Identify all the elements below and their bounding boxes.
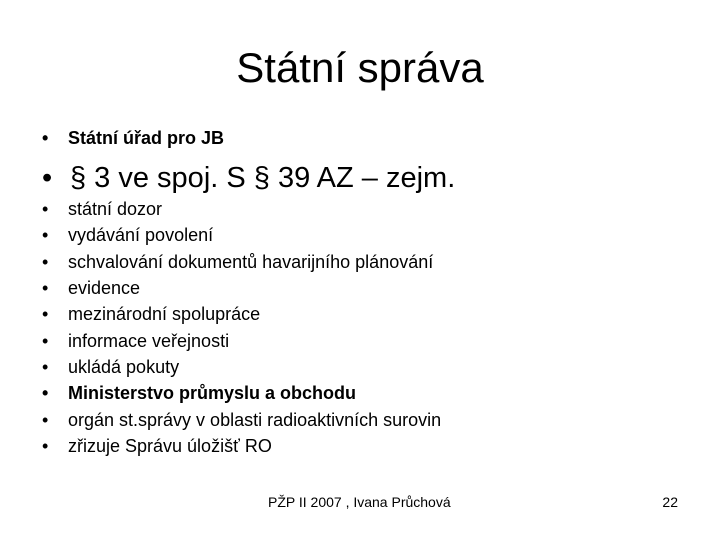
bullet-icon: •: [42, 436, 49, 456]
list-item-text: evidence: [68, 278, 141, 298]
bullet-icon: •: [42, 162, 53, 194]
bullet-icon: •: [42, 383, 49, 403]
slide-title: Státní správa: [236, 44, 484, 91]
page-number: 22: [662, 494, 678, 510]
list-item-text: Státní úřad pro JB: [68, 128, 225, 148]
bullet-icon: •: [42, 304, 49, 324]
footer-author: PŽP II 2007 , Ivana Průchová: [268, 494, 451, 510]
list-item-text: mezinárodní spolupráce: [68, 304, 261, 324]
list-item-text: zřizuje Správu úložišť RO: [68, 436, 272, 456]
bullet-icon: •: [42, 357, 49, 377]
list-item-text: státní dozor: [68, 199, 163, 219]
bullet-icon: •: [42, 410, 49, 430]
list-item-text: schvalování dokumentů havarijního plánování: [68, 252, 434, 272]
bullet-icon: •: [42, 252, 49, 272]
list-item-text: § 3 ve spoj. S § 39 AZ – zejm.: [70, 162, 456, 194]
bullet-icon: •: [42, 128, 49, 148]
list-item-text: orgán st.správy v oblasti radioaktivních surovin: [68, 410, 442, 430]
list-item-text: Ministerstvo průmyslu a obchodu: [68, 383, 357, 403]
list-item-text: vydávání povolení: [68, 225, 214, 245]
list-item-text: ukládá pokuty: [68, 357, 180, 377]
bullet-icon: •: [42, 225, 49, 245]
bullet-icon: •: [42, 278, 49, 298]
list-item-text: informace veřejnosti: [68, 331, 230, 351]
bullet-icon: •: [42, 331, 49, 351]
bullet-icon: •: [42, 199, 49, 219]
